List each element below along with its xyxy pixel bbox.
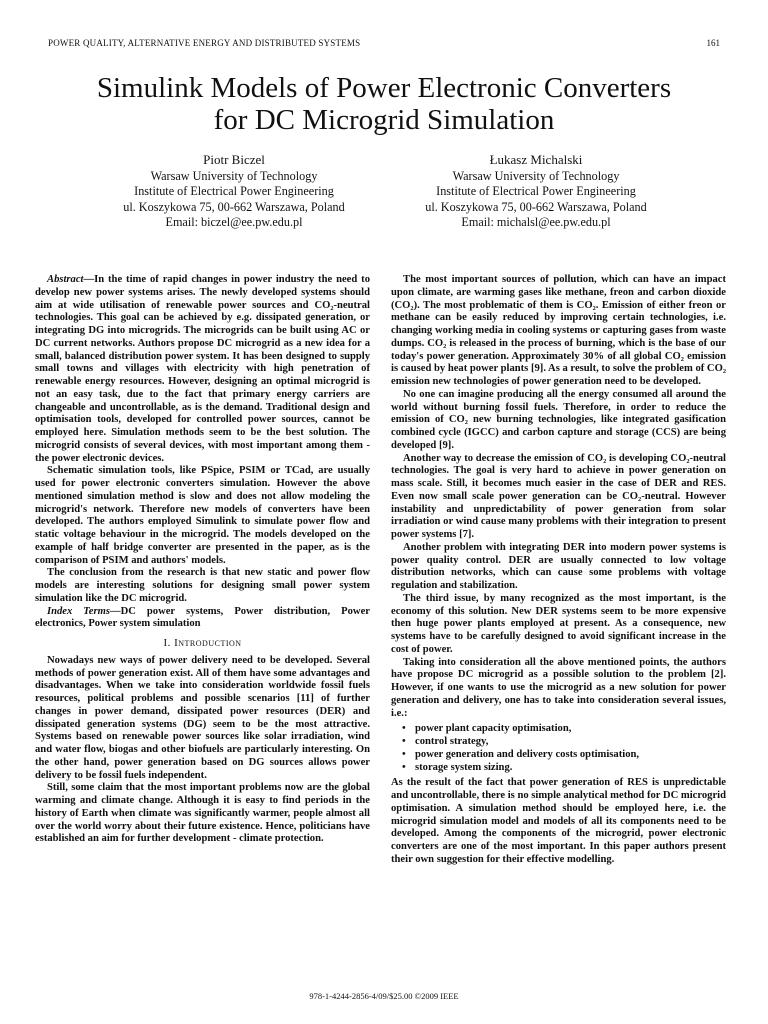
bullet-icon: • <box>402 761 406 773</box>
abstract-paragraph-2: Schematic simulation tools, like PSpice, PSIM or TCad, are usually used for power electronic converters simulation. However the above mentioned simulation method is slow and does not allow modeling the microgrid's network. Therefore new models of converters have been developed. The authors employed Simulink to simulate power flow and static voltage behaviour in the microgrid. The models developed on the example of half bridge converter are presented in the paper, as is the comparison of PSIM and authors' models. <box>35 465 370 566</box>
page-number: 161 <box>706 38 720 48</box>
issues-list <box>391 723 726 774</box>
copyright-footer: 978-1-4244-2856-4/09/$25.00 ©2009 IEEE <box>309 991 459 1001</box>
bullet-icon: • <box>402 736 406 747</box>
section-heading <box>35 637 370 650</box>
abstract-text: —In the time of rapid changes in power industry the need to develop new power systems arises. The newly developed systems should aim at wide utilisation of renewable power sources and CO₂-neutral technologies. This goal can be achieved by e.g. dissipated generation, or integrating DG into microgrids. The microgrids can be built using AC or DC current networks. Authors propose DC microgrid as a new idea for a small, balanced distribution power system. It has been designed to supply small towns and villages with electricity with high penetration of renewable energy resources. However, designing an optimal microgrid is not an easy task, due to the fact that primary energy carriers are changeable and uncontrollable, as is the demand. Traditional design and optimisation tools, developed for controlled power sources, cannot be employed here. Simulation methods seem to be the best solution. The microgrid consists of several devices, with most important among them - the power electronic devices. <box>35 274 370 464</box>
author-address: ul. Koszykowa 75, 00-662 Warszawa, Poland <box>123 199 345 214</box>
body-paragraph-6: Taking into consideration all the above mentioned points, the authors have propose DC microgrid as a possible solution to the problem [2]. However, if one wants to use the microgrid as a new solution for power generation and delivery, one has to take into consideration several issues, i.e.: <box>391 656 726 719</box>
right-column <box>391 274 726 867</box>
body-paragraph-2: No one can imagine producing all the energy consumed all around the world without burning fossil fuels. Therefore, in order to reduce the emission of CO₂ new burning technologies, like integrated gasification combined cycle (IGCC) and carbon capture and storage (CCS) are being developed [9]. <box>391 388 726 451</box>
author-university: Warsaw University of Technology <box>150 168 318 183</box>
author-email: Email: biczel@ee.pw.edu.pl <box>165 215 303 229</box>
list-item: • power generation and delivery costs optimisation, <box>402 748 640 760</box>
author-institute: Institute of Electrical Power Engineering <box>134 184 334 198</box>
section-title: Introduction <box>174 637 242 649</box>
author-address: ul. Koszykowa 75, 00-662 Warszawa, Poland <box>425 199 647 214</box>
intro-paragraph-2: Still, some claim that the most important problems now are the global warming and climate change. Although it is easy to find periods in the history of Earth when climate was significantly warmer, people almost all over the world worry about their future existence. Hence, politicians have established an aim for further development - climate protection. <box>35 782 370 845</box>
index-terms-label: Index Terms <box>47 605 110 617</box>
author-name: Łukasz Michalski <box>489 152 583 167</box>
abstract-paragraph-3: The conclusion from the research is that new static and power flow models are interesting solutions for designing small power system simulation like the DC microgrid. <box>35 567 370 604</box>
body-paragraph-5: The third issue, by many recognized as the most important, is the economy of this solution. New DER systems seem to be more expensive then huge power plants employed at present. As a consequence, new systems have to be carefully designed to avoid significant increase in the cost of power. <box>391 592 726 655</box>
body-paragraph-1: The most important sources of pollution, which can have an impact upon climate, are warming gases like methane, freon and carbon dioxide (CO₂). The most problematic of them is CO₂. Emission of either freon or methane can be easily reduced by improving certain technologies, i.e. changing working media in cooling systems or capturing gases from waste dumps. CO₂ is released in the process of burning, which is the base of our today's power generation. Approximately 30% of all global CO₂ emission is caused by heat power plants [9]. As a result, to solve the problem of CO₂ emission new technologies of power generation need to be developed. <box>391 274 726 387</box>
left-column <box>35 274 370 846</box>
bullet-icon: • <box>402 748 406 760</box>
body-paragraph-7: As the result of the fact that power generation of RES is unpredictable and uncontrollable, there is no simple analytical method for DC microgrid optimisation. A simulation method should be employed here, i.e. the microgrid simulation model and models of all its components need to be developed. Among the components of the microgrid, power electronic converters are one of the most important. In this paper authors present their own suggestion for their effective modelling. <box>391 777 726 865</box>
author-email: Email: michalsl@ee.pw.edu.pl <box>461 215 611 229</box>
author-name: Piotr Biczel <box>203 152 265 167</box>
body-paragraph-4: Another problem with integrating DER into modern power systems is power quality control. DER are usually connected to low voltage distribution networks, which can cause some problems with voltage regulation and stabilization. <box>391 541 726 591</box>
author-block-1 <box>84 152 384 231</box>
index-terms <box>35 606 370 632</box>
running-header: POWER QUALITY, ALTERNATIVE ENERGY AND DISTRIBUTED SYSTEMS <box>48 38 361 48</box>
paper-title <box>0 72 768 136</box>
bullet-icon: • <box>402 723 406 735</box>
list-item: • power plant capacity optimisation, <box>402 723 572 735</box>
section-number: I. <box>163 637 171 649</box>
index-terms-text: —DC power systems, Power distribution, Power electronics, Power system simulation <box>35 605 370 630</box>
title-line-1: Simulink Models of Power Electronic Converters <box>96 72 672 104</box>
list-item: • control strategy, <box>402 736 489 747</box>
intro-paragraph-1: Nowadays new ways of power delivery need to be developed. Several methods of power generation exist. All of them have some advantages and disadvantages. When we take into consideration worldwide fossil fuels resources, political problems and possible scenarios [11] of further changes in power demand, dissipated power resources (DER) and dissipated generation systems (DG) seem to be the most attractive. Systems based on renewable power sources like solar irradiation, wind and water flow, biogas and other biofuels are particularly interesting. On the other hand, power generation based on DG sources allows power delivery to be fossil fuels independent. <box>35 654 370 781</box>
author-institute: Institute of Electrical Power Engineering <box>436 184 636 198</box>
list-item: • storage system sizing. <box>402 761 513 773</box>
title-line-2: for DC Microgrid Simulation <box>213 104 555 136</box>
author-university: Warsaw University of Technology <box>452 168 620 183</box>
abstract-label: Abstract <box>47 274 84 285</box>
author-block-2 <box>386 152 686 231</box>
abstract-paragraph <box>35 274 370 465</box>
body-paragraph-3: Another way to decrease the emission of CO₂ is developing CO₂-neutral technologies. The goal is very hard to achieve in power generation on mass scale. Still, it becomes much easier in the case of DER and RES. Even now small scale power generation can be CO₂-neutral. However instability and unpredictability of power generation from solar irradiation or wind cause many problems with their integration to present power systems [7]. <box>391 452 726 540</box>
